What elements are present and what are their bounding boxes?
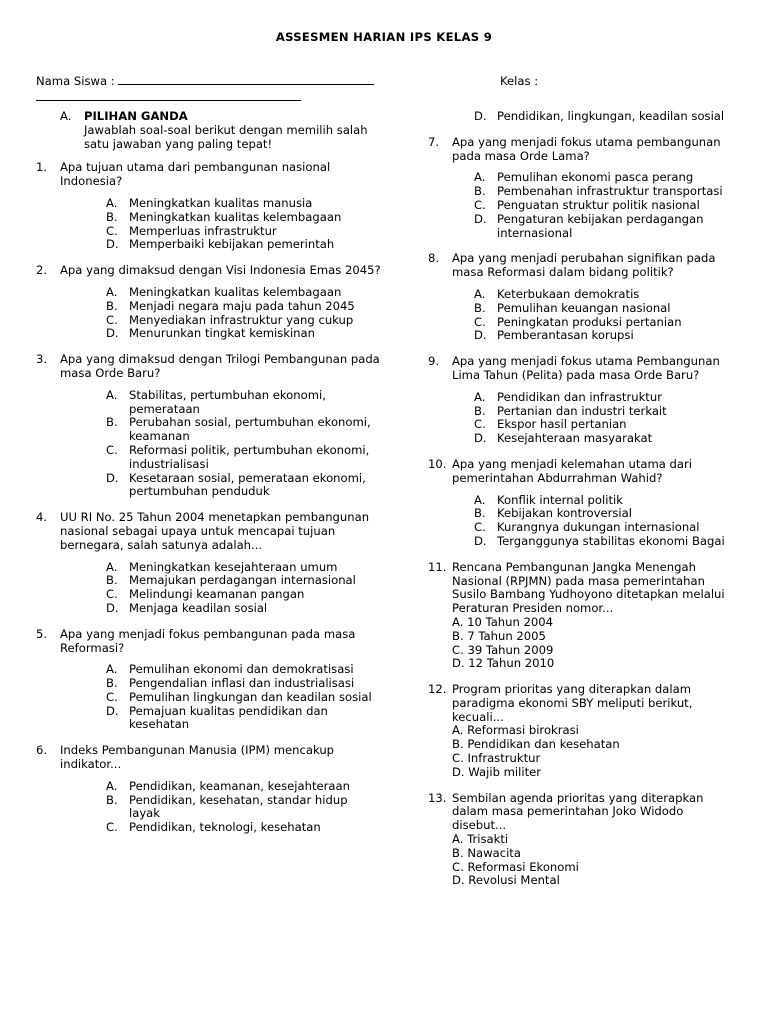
question-list-inline <box>428 561 738 889</box>
option-list <box>474 288 738 343</box>
option-letter: A. <box>474 170 486 185</box>
option-item <box>106 225 381 239</box>
question-text: Apa yang menjadi kelemahan utama dari pemerintahan Abdurrahman Wahid? <box>452 456 693 485</box>
option-letter: A. <box>474 389 486 404</box>
option-letter: B. <box>474 300 486 315</box>
question-text: Apa tujuan utama dari pembangunan nasional Indonesia? <box>60 160 331 189</box>
option-letter: B. <box>106 298 118 313</box>
option-letter: D. <box>106 326 119 341</box>
option-item: D. Wajib militer <box>452 764 542 779</box>
option-item <box>106 238 381 252</box>
option-text: Pendidikan, lingkungan, keadilan sosial <box>497 109 725 123</box>
option-letter: A. <box>106 559 118 574</box>
question-number: 9. <box>428 354 440 369</box>
option-letter: B. <box>106 209 118 224</box>
option-text: Pendidikan, kesehatan, standar hidup layak <box>129 792 348 821</box>
option-item <box>106 602 381 616</box>
option-text: Reformasi politik, pertumbuhan ekonomi, industrialisasi <box>129 442 370 471</box>
option-text: Penguatan struktur politik nasional <box>497 197 700 212</box>
option-text: Kesejahteraan masyarakat <box>497 431 653 446</box>
option-text: Melindungi keamanan pangan <box>129 587 305 602</box>
option-letter: D. <box>106 600 119 615</box>
option-letter: C. <box>474 417 486 432</box>
option-text: Pendidikan, teknologi, kesehatan <box>129 820 321 835</box>
option-item: B. Nawacita <box>452 845 521 860</box>
question-item <box>428 355 738 383</box>
option-list <box>474 171 738 240</box>
option-text: Meningkatkan kualitas manusia <box>129 195 313 210</box>
option-item <box>106 197 381 211</box>
option-text: Pemberantasan korupsi <box>497 328 634 343</box>
option-list <box>106 561 381 616</box>
option-letter: C. <box>106 442 118 457</box>
option-item <box>474 316 738 330</box>
option-item <box>474 507 738 521</box>
option-item <box>474 185 738 199</box>
option-letter: B. <box>106 792 118 807</box>
page-title: ASSESMEN HARIAN IPS KELAS 9 <box>275 30 493 44</box>
option-item <box>106 677 381 691</box>
option-text: Pemulihan lingkungan dan keadilan sosial <box>129 689 372 704</box>
option-item: C. Reformasi Ekonomi <box>452 859 579 874</box>
question-text: Apa yang menjadi fokus pembangunan pada masa Reformasi? <box>60 626 356 655</box>
question-text: Indeks Pembangunan Manusia (IPM) mencakup indikator... <box>60 743 335 772</box>
section-letter: A. <box>60 109 72 123</box>
section-instruction: Jawablah soal-soal berikut dengan memilih salah satu jawaban yang paling tepat! <box>84 122 368 151</box>
question-number: 5. <box>36 626 48 641</box>
question-text: Apa yang menjadi fokus utama pembangunan pada masa Orde Lama? <box>452 134 721 163</box>
option-carry <box>474 110 738 124</box>
question-item <box>428 683 738 724</box>
option-item <box>474 199 738 213</box>
option-text: Menurunkan tingkat kemiskinan <box>129 326 315 341</box>
question-number: 7. <box>428 134 440 149</box>
option-text: Perubahan sosial, pertumbuhan ekonomi, keamanan <box>129 415 371 444</box>
option-list <box>474 494 738 549</box>
option-text: Pendidikan dan infrastruktur <box>497 389 662 404</box>
option-text: Pemulihan ekonomi pasca perang <box>497 170 694 185</box>
question-text: Sembilan agenda prioritas yang diterapkan dalam masa pemerintahan Joko Widodo disebut... <box>452 790 704 833</box>
left-column <box>36 110 381 847</box>
question-text: Apa yang dimaksud dengan Visi Indonesia Emas 2045? <box>60 263 381 278</box>
question-item <box>36 264 381 278</box>
option-item <box>474 213 738 241</box>
section-heading <box>36 110 381 124</box>
option-item: A. 10 Tahun 2004 <box>452 614 554 629</box>
question-number: 4. <box>36 510 48 525</box>
option-item <box>106 691 381 705</box>
option-item <box>106 286 381 300</box>
option-item: D. 12 Tahun 2010 <box>452 656 555 671</box>
option-item: B. Pendidikan dan kesehatan <box>452 737 620 752</box>
option-letter: D. <box>474 328 487 343</box>
option-list <box>106 197 381 252</box>
question-text: UU RI No. 25 Tahun 2004 menetapkan pembangunan nasional sebagai upaya untuk mencapai tujuan bernegara, salah satunya adalah... <box>60 510 370 552</box>
option-item <box>106 588 381 602</box>
option-item <box>106 300 381 314</box>
option-letter: A. <box>106 195 118 210</box>
class-blank <box>36 100 301 101</box>
option-letter: A. <box>106 778 118 793</box>
option-text: Menjaga keadilan sosial <box>129 600 268 615</box>
option-item <box>474 329 738 343</box>
option-item <box>474 405 738 419</box>
option-item <box>474 432 738 446</box>
option-list <box>474 391 738 446</box>
option-item <box>106 389 381 417</box>
option-letter: A. <box>106 284 118 299</box>
option-list <box>106 663 381 732</box>
option-text: Terganggunya stabilitas ekonomi Bagai <box>497 533 725 548</box>
option-letter: D. <box>106 237 119 252</box>
option-letter: C. <box>106 820 118 835</box>
option-list <box>106 389 381 499</box>
option-item <box>474 288 738 302</box>
option-item <box>106 705 381 733</box>
option-item <box>474 535 738 549</box>
student-name-blank <box>118 74 374 85</box>
option-text: Kesetaraan sosial, pemerataan ekonomi, pertumbuhan penduduk <box>129 470 366 499</box>
option-item <box>474 302 738 316</box>
option-text: Pemulihan keuangan nasional <box>497 300 671 315</box>
student-name-line <box>36 74 374 88</box>
question-number: 12. <box>428 682 447 697</box>
option-text: Pengendalian inflasi dan industrialisasi <box>129 676 355 691</box>
section-title: PILIHAN GANDA <box>84 109 188 123</box>
option-item <box>106 574 381 588</box>
question-item <box>428 252 738 280</box>
question-text: Apa yang dimaksud dengan Trilogi Pembangunan pada masa Orde Baru? <box>60 352 380 380</box>
option-letter: B. <box>106 676 118 691</box>
option-list <box>452 833 738 888</box>
option-item: B. 7 Tahun 2005 <box>452 628 546 643</box>
question-number: 10. <box>428 456 447 471</box>
option-list <box>452 616 738 671</box>
option-text: Keterbukaan demokratis <box>497 286 640 301</box>
option-text: Memperluas infrastruktur <box>129 223 277 238</box>
option-letter: D. <box>474 533 487 548</box>
option-text: Pendidikan, keamanan, kesejahteraan <box>129 778 350 793</box>
option-item <box>106 314 381 328</box>
option-item: D. Revolusi Mental <box>452 873 560 888</box>
option-text: Pengaturan kebijakan perdagangan internasional <box>497 211 704 240</box>
option-item <box>106 780 381 794</box>
option-item <box>474 171 738 185</box>
option-letter: D. <box>474 211 487 226</box>
option-letter: C. <box>106 223 118 238</box>
option-letter: A. <box>106 387 118 402</box>
question-text: Apa yang menjadi perubahan signifikan pada masa Reformasi dalam bidang politik? <box>452 251 716 280</box>
option-text: Meningkatkan kualitas kelembagaan <box>129 284 342 299</box>
option-item <box>106 821 381 835</box>
option-letter: D. <box>474 431 487 446</box>
option-text: Kebijakan kontroversial <box>497 506 632 521</box>
question-number: 1. <box>36 160 48 175</box>
option-text: Menjadi negara maju pada tahun 2045 <box>129 298 355 313</box>
option-letter: C. <box>474 520 486 535</box>
option-item <box>474 418 738 432</box>
option-item: C. Infrastruktur <box>452 751 541 766</box>
option-text: Pertanian dan industri terkait <box>497 403 667 418</box>
option-text: Pemulihan ekonomi dan demokratisasi <box>129 662 354 677</box>
right-column <box>428 110 738 900</box>
option-text: Kurangnya dukungan internasional <box>497 520 700 535</box>
question-item <box>428 792 738 833</box>
question-number: 11. <box>428 559 447 574</box>
option-text: Pembenahan infrastruktur transportasi <box>497 184 723 199</box>
question-number: 2. <box>36 263 48 278</box>
option-item <box>106 663 381 677</box>
option-letter: A. <box>474 492 486 507</box>
student-name-label: Nama Siswa : <box>36 74 115 88</box>
question-number: 3. <box>36 352 48 367</box>
option-letter: C. <box>106 312 118 327</box>
option-text: Memajukan perdagangan internasional <box>129 573 356 588</box>
question-text: Program prioritas yang diterapkan dalam paradigma ekonomi SBY meliputi berikut, kecuali... <box>452 682 693 724</box>
option-text: Meningkatkan kesejahteraan umum <box>129 559 338 574</box>
question-item <box>36 353 381 381</box>
question-list-right <box>428 136 738 549</box>
question-item <box>36 511 381 552</box>
option-item <box>474 391 738 405</box>
question-number: 13. <box>428 790 447 805</box>
option-letter: B. <box>106 573 118 588</box>
class-label: Kelas : <box>500 74 539 88</box>
question-number: 8. <box>428 251 440 266</box>
option-text: Peningkatan produksi pertanian <box>497 314 682 329</box>
option-item: A. Reformasi birokrasi <box>452 723 579 738</box>
option-item <box>106 561 381 575</box>
option-item <box>474 494 738 508</box>
option-text: Meningkatkan kualitas kelembagaan <box>129 209 342 224</box>
option-letter: A. <box>106 662 118 677</box>
option-letter: B. <box>474 184 486 199</box>
question-item <box>36 161 381 189</box>
option-letter: D. <box>474 109 487 123</box>
option-item <box>474 521 738 535</box>
option-letter: D. <box>106 703 119 718</box>
option-text: Memperbaiki kebijakan pemerintah <box>129 237 335 252</box>
option-text: Ekspor hasil pertanian <box>497 417 627 432</box>
option-letter: B. <box>474 506 486 521</box>
question-item <box>428 136 738 164</box>
question-item <box>428 561 738 616</box>
question-item <box>36 744 381 772</box>
question-text: Apa yang menjadi fokus utama Pembangunan Lima Tahun (Pelita) pada masa Orde Baru? <box>452 354 720 382</box>
option-list <box>106 780 381 835</box>
option-list <box>452 724 738 779</box>
option-letter: D. <box>106 470 119 485</box>
option-text: Pemajuan kualitas pendidikan dan kesehatan <box>129 703 328 732</box>
question-item <box>428 458 738 486</box>
option-list <box>106 286 381 341</box>
option-letter: C. <box>106 689 118 704</box>
option-text: Konflik internal politik <box>497 492 623 507</box>
option-item <box>106 444 381 472</box>
option-item: C. 39 Tahun 2009 <box>452 642 554 657</box>
option-letter: A. <box>474 286 486 301</box>
option-item <box>106 472 381 500</box>
option-letter: B. <box>106 415 118 430</box>
option-letter: C. <box>474 314 486 329</box>
option-letter: B. <box>474 403 486 418</box>
option-letter: C. <box>106 587 118 602</box>
question-text: Rencana Pembangunan Jangka Menengah Nasional (RPJMN) pada masa pemerintahan Susilo Bambang Yudhoyono ditetapkan melalui Peraturan Presiden nomor... <box>452 559 725 616</box>
option-letter: C. <box>474 197 486 212</box>
option-item <box>106 794 381 822</box>
question-list-left <box>36 161 381 835</box>
option-item <box>106 211 381 225</box>
option-text: Menyediakan infrastruktur yang cukup <box>129 312 354 327</box>
option-item <box>106 416 381 444</box>
option-text: Stabilitas, pertumbuhan ekonomi, pemerataan <box>129 387 326 416</box>
option-item <box>106 327 381 341</box>
option-item: A. Trisakti <box>452 832 509 847</box>
question-item <box>36 628 381 656</box>
question-number: 6. <box>36 743 48 758</box>
